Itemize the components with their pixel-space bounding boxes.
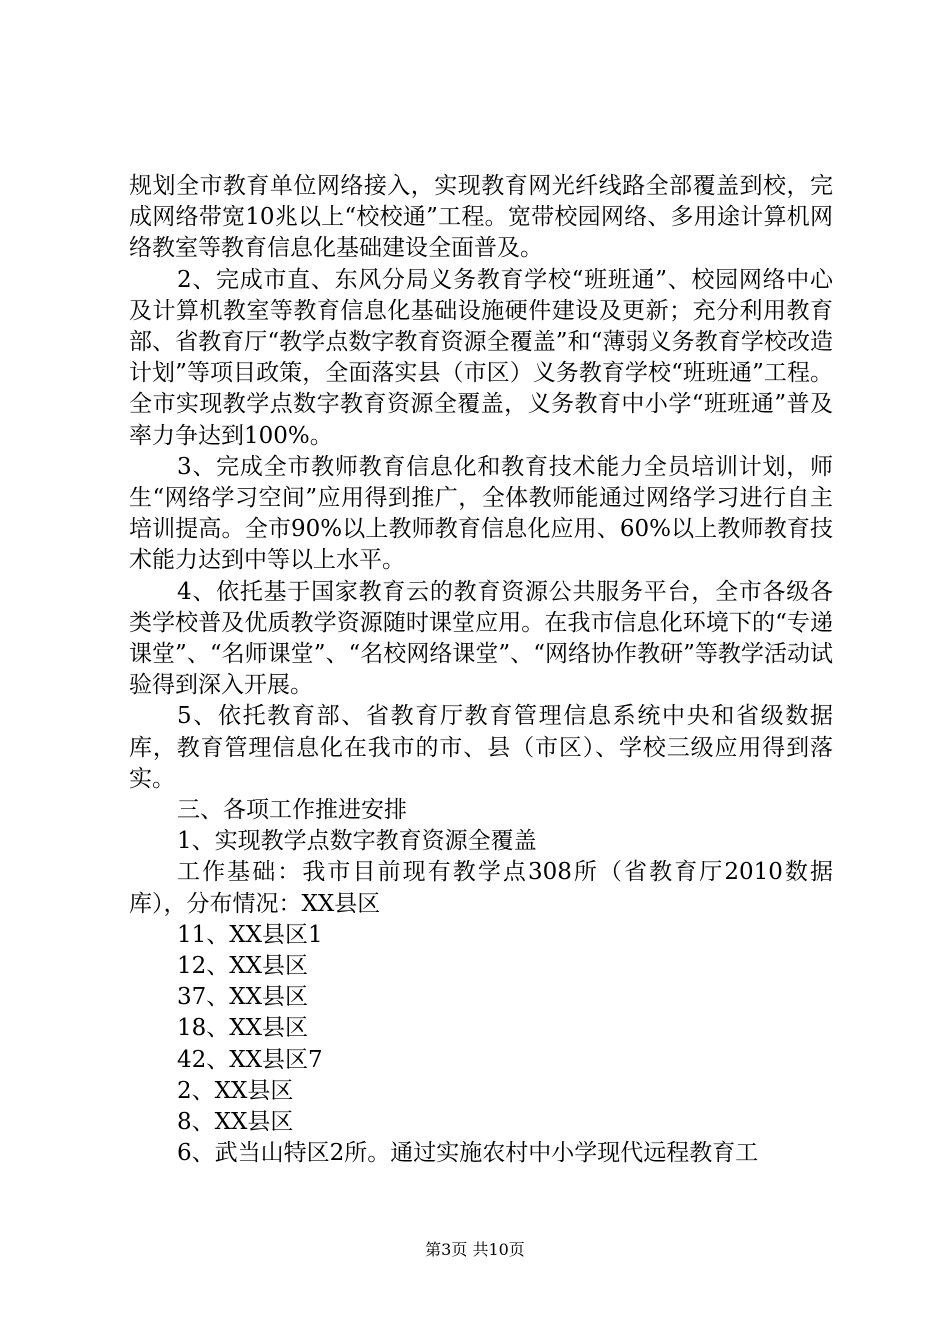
paragraph-work-basis: 工作基础：我市目前现有教学点308所（省教育厅2010数据库），分布情况：XX县区 [129, 859, 833, 917]
page-number-label: 第3页 共10页 [425, 1240, 525, 1259]
paragraph-network-plan: 规划全市教育单位网络接入，实现教育网光纤线路全部覆盖到校，完成网络带宽10兆以上“校校通”工程。宽带校园网络、多用途计算机网络教室等教育信息化基础建设全面普及。 [129, 173, 833, 262]
paragraph-item-3: 3、完成全市教师教育信息化和教育技术能力全员培训计划，师生“网络学习空间”应用得到推广，全体教师能通过网络学习进行自主培训提高。全市90%以上教师教育信息化应用、60%以上教师教育技术能力达到中等以上水平。 [129, 453, 833, 574]
list-item-county: 2、XX县区 [177, 1077, 294, 1104]
section-heading-3: 三、各项工作推进安排 [177, 797, 407, 824]
list-item-county: 18、XX县区 [177, 1015, 309, 1042]
list-item-county: 11、XX县区1 [177, 921, 323, 948]
paragraph-item-5: 5、依托教育部、省教育厅教育管理信息系统中央和省级数据库，教育管理信息化在我市的市、县（市区）、学校三级应用得到落实。 [129, 703, 833, 792]
list-item-county: 42、XX县区7 [177, 1046, 323, 1073]
document-body [129, 171, 833, 1170]
list-item-county: 37、XX县区 [177, 984, 309, 1011]
page-footer [0, 1240, 950, 1260]
subsection-heading-1: 1、实现教学点数字教育资源全覆盖 [177, 828, 537, 855]
paragraph-item-4: 4、依托基于国家教育云的教育资源公共服务平台，全市各级各类学校普及优质教学资源随时课堂应用。在我市信息化环境下的“专递课堂”、“名师课堂”、“名校网络课堂”、“网络协作教研”等教学活动试验得到深入开展。 [129, 578, 833, 699]
list-item-county: 8、XX县区 [177, 1109, 294, 1136]
list-item-county: 12、XX县区 [177, 953, 309, 980]
paragraph-item-2: 2、完成市直、东风分局义务教育学校“班班通”、校园网络中心及计算机教室等教育信息化基础设施硬件建设及更新；充分利用教育部、省教育厅“教学点数字教育资源全覆盖”和“薄弱义务教育学校改造计划”等项目政策，全面落实县（市区）义务教育学校“班班通”工程。全市实现教学点数字教育资源全覆盖，义务教育中小学“班班通”普及率力争达到100%。 [129, 266, 833, 449]
paragraph-wudangshan: 6、武当山特区2所。通过实施农村中小学现代远程教育工 [177, 1140, 759, 1167]
